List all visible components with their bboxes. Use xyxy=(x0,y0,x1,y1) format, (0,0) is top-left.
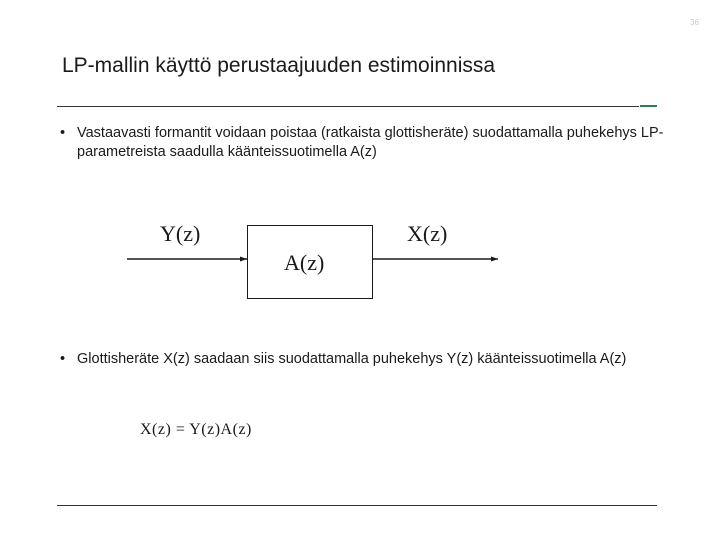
bullet-text-2: Glottisheräte X(z) saadaan siis suodattamalla puhekehys Y(z) käänteissuotimella A(z) xyxy=(77,351,627,367)
bullet-marker-1: • xyxy=(60,125,66,141)
input-signal-label: Y(z) xyxy=(160,221,201,246)
bullet-item-2 xyxy=(60,350,670,369)
output-signal-label: X(z) xyxy=(407,221,448,246)
equation: X(z) = Y(z)A(z) xyxy=(140,421,252,438)
bullet-text-1: Vastaavasti formantit voidaan poistaa (ratkaista glottisheräte) suodattamalla puhekehys LP-parametreista saadulla käänteissuotimella A(z) xyxy=(77,125,664,160)
bullet-marker-2: • xyxy=(60,351,66,367)
filter-label: A(z) xyxy=(284,250,325,275)
slide-title: LP-mallin käyttö perustaajuuden estimoinnissa xyxy=(62,54,496,77)
footer-divider xyxy=(57,505,657,506)
slide-number: 36 xyxy=(690,18,699,27)
